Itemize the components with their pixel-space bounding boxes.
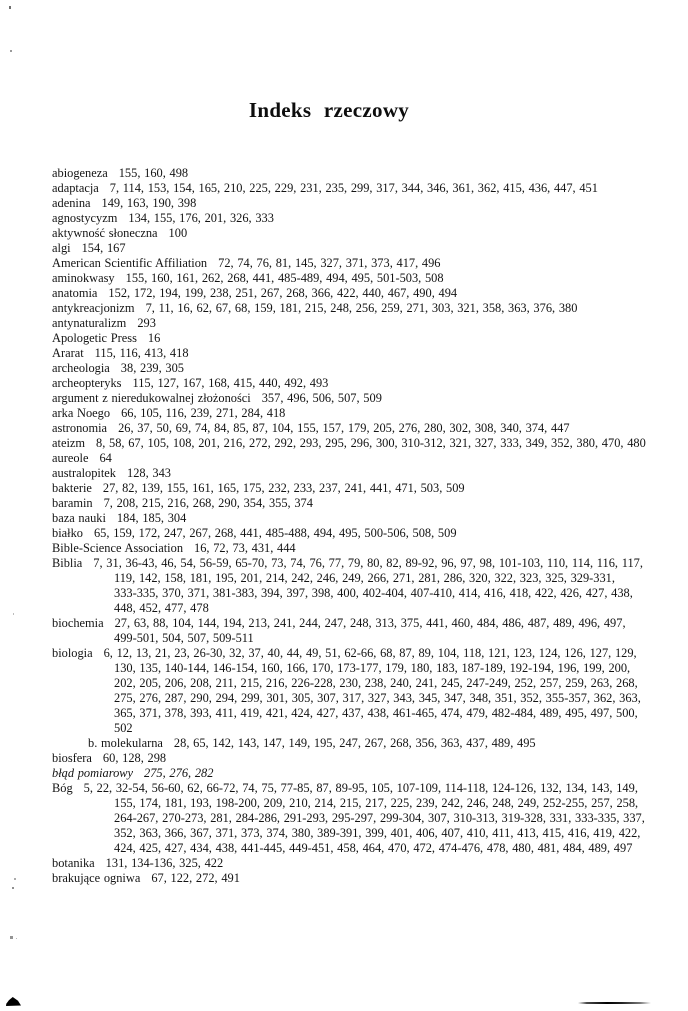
entry-term: astronomia — [52, 421, 108, 435]
entry-term: baramin — [52, 496, 93, 510]
entry-pages: 6, 12, 13, 21, 23, 26-30, 32, 37, 40, 44, 49, 51, 62-66, 68, 87, 89, 104, 118, 121, 123, 124, 126, 127, 129, 130, 135, 140-144, 146-154, 160, 166, 170, 173-177, 179, 180, 183, 187-189, 192-194, 196, 199, 200, 202, 205, 206, 208, 211, 215, 216, 226-228, 230, 238, 240, 241, 245, 247-249, 252, 257, 259, 263, 268, 275, 276, 287, 290, 294, 299, 301, 305, 307, 317, 327, 343, 345, 347, 348, 351, 352, 355-357, 362, 363, 365, 371, 378, 393, 411, 419, 421, 424, 427, 437, 438, 461-465, 474, 479, 482-484, 489, 495, 497, 500, 502 — [103, 646, 641, 735]
entry-term: białko — [52, 526, 83, 540]
scan-speck — [10, 50, 12, 52]
index-entry — [52, 466, 648, 481]
index-entry — [52, 766, 648, 781]
entry-pages: 28, 65, 142, 143, 147, 149, 195, 247, 267, 268, 356, 363, 437, 489, 495 — [173, 736, 536, 750]
index-entry — [52, 256, 648, 271]
entry-pages: 149, 163, 190, 398 — [101, 196, 197, 210]
index-entry — [52, 736, 648, 751]
entry-pages: 67, 122, 272, 491 — [151, 871, 240, 885]
entry-term: Biblia — [52, 556, 83, 570]
entry-term: antynaturalizm — [52, 316, 127, 330]
index-entry — [52, 331, 648, 346]
index-entry — [52, 511, 648, 526]
index-entry — [52, 751, 648, 766]
index-entry — [52, 361, 648, 376]
entry-pages: 152, 172, 194, 199, 238, 251, 267, 268, 366, 422, 440, 467, 490, 494 — [108, 286, 458, 300]
index-entry — [52, 496, 648, 511]
scan-corner-mark — [6, 997, 21, 1006]
index-entry — [52, 556, 648, 616]
index-entry — [52, 616, 648, 646]
entry-pages: 7, 31, 36-43, 46, 54, 56-59, 65-70, 73, 74, 76, 77, 79, 80, 82, 89-92, 96, 97, 98, 101-103, 110, 114, 116, 117, 119, 142, 158, 181, 195, 201, 214, 242, 246, 249, 266, 271, 281, 286, 320, 322, 323, 325, 329-331, 333-335, 370, 371, 381-383, 394, 397, 398, 400, 402-404, 407-410, 414, 416, 418, 422, 426, 427, 438, 448, 452, 477, 478 — [93, 556, 643, 615]
index-entry — [52, 301, 648, 316]
index-entry — [52, 166, 648, 181]
index-entry — [52, 316, 648, 331]
entry-pages: 7, 208, 215, 216, 268, 290, 354, 355, 374 — [103, 496, 313, 510]
entry-term: ateizm — [52, 436, 86, 450]
entry-pages: 154, 167 — [81, 241, 126, 255]
index-entry — [52, 481, 648, 496]
entry-pages: 65, 159, 172, 247, 267, 268, 441, 485-488, 494, 495, 500-506, 508, 509 — [93, 526, 457, 540]
entry-pages: 155, 160, 498 — [118, 166, 189, 180]
entry-pages: 275, 276, 282 — [144, 766, 214, 780]
index-entry — [52, 646, 648, 736]
scan-speck — [16, 938, 17, 939]
entry-term: biochemia — [52, 616, 104, 630]
entry-pages: 38, 239, 305 — [120, 361, 184, 375]
entry-pages: 8, 58, 67, 105, 108, 201, 216, 272, 292, 293, 295, 296, 300, 310-312, 321, 327, 333, 349, 352, 380, 470, 480 — [96, 436, 646, 450]
entry-pages: 7, 114, 153, 154, 165, 210, 225, 229, 231, 235, 299, 317, 344, 346, 361, 362, 415, 436, 447, 451 — [109, 181, 598, 195]
entry-term: Apologetic Press — [52, 331, 137, 345]
entry-term: aureole — [52, 451, 89, 465]
entry-term: australopitek — [52, 466, 116, 480]
entry-term: argument z nieredukowalnej złożoności — [52, 391, 251, 405]
entry-term: adaptacja — [52, 181, 99, 195]
entry-term: Ararat — [52, 346, 84, 360]
index-entry — [52, 211, 648, 226]
entry-pages: 128, 343 — [127, 466, 171, 480]
index-entry — [52, 346, 648, 361]
index-entry — [52, 856, 648, 871]
entry-term: aminokwasy — [52, 271, 115, 285]
entry-pages: 7, 11, 16, 62, 67, 68, 159, 181, 215, 248, 256, 259, 271, 303, 321, 358, 363, 376, 380 — [145, 301, 578, 315]
entry-pages: 155, 160, 161, 262, 268, 441, 485-489, 494, 495, 501-503, 508 — [125, 271, 444, 285]
entry-pages: 72, 74, 76, 81, 145, 327, 371, 373, 417, 496 — [218, 256, 441, 270]
entry-pages: 60, 128, 298 — [102, 751, 167, 765]
index-entry — [52, 421, 648, 436]
entry-pages: 26, 37, 50, 69, 74, 84, 85, 87, 104, 155, 157, 179, 205, 276, 280, 302, 308, 340, 374, 447 — [118, 421, 570, 435]
index-entry — [52, 526, 648, 541]
entry-term: baza nauki — [52, 511, 106, 525]
index-entry — [52, 376, 648, 391]
entry-term: Bible-Science Association — [52, 541, 184, 555]
scan-line-artifact — [578, 1002, 651, 1004]
index-entry — [52, 181, 648, 196]
entry-term: archeopteryks — [52, 376, 122, 390]
index-entry — [52, 871, 648, 886]
entry-term: antykreacjonizm — [52, 301, 135, 315]
index-entry — [52, 781, 648, 856]
scan-speck — [13, 613, 14, 615]
entry-pages: 100 — [168, 226, 188, 240]
entry-pages: 134, 155, 176, 201, 326, 333 — [128, 211, 274, 225]
entry-pages: 293 — [137, 316, 156, 330]
index-entries — [52, 166, 648, 886]
entry-term: agnostycyzm — [52, 211, 118, 225]
index-entry — [52, 406, 648, 421]
entry-term: American Scientific Affiliation — [52, 256, 208, 270]
entry-term: błąd pomiarowy — [52, 766, 134, 780]
entry-term: algi — [52, 241, 71, 255]
index-entry — [52, 196, 648, 211]
entry-term: brakujące ogniwa — [52, 871, 141, 885]
entry-pages: 16, 72, 73, 431, 444 — [194, 541, 296, 555]
index-entry — [52, 226, 648, 241]
entry-term: biosfera — [52, 751, 92, 765]
index-entry — [52, 286, 648, 301]
index-entry — [52, 451, 648, 466]
entry-term: adenina — [52, 196, 91, 210]
entry-term: arka Noego — [52, 406, 111, 420]
index-entry — [52, 271, 648, 286]
entry-term: botanika — [52, 856, 95, 870]
entry-pages: 131, 134-136, 325, 422 — [105, 856, 224, 870]
index-entry — [52, 436, 648, 451]
entry-term: Bóg — [52, 781, 73, 795]
entry-term: b. molekularna — [88, 736, 163, 750]
index-entry — [52, 391, 648, 406]
entry-term: abiogeneza — [52, 166, 108, 180]
scan-speck — [12, 887, 14, 889]
entry-pages: 64 — [99, 451, 112, 465]
page-title: Indeks rzeczowy — [248, 98, 410, 123]
entry-pages: 5, 22, 32-54, 56-60, 62, 66-72, 74, 75, 77-85, 87, 89-95, 105, 107-109, 114-118, 124-126, 132, 134, 143, 149, 155, 174, 181, 193, 198-200, 209, 210, 214, 215, 217, 225, 239, 242, 246, 248, 249, 252-255, 257, 258, 264-267, 270-273, 281, 284-286, 291-293, 295-297, 299-304, 307, 310-313, 319-328, 331, 333-335, 337, 352, 363, 366, 367, 371, 373, 374, 380, 389-391, 399, 401, 406, 407, 410, 411, 413, 415, 416, 419, 422, 424, 425, 427, 434, 438, 441-445, 449-451, 458, 464, 470, 472, 474-476, 478, 480, 481, 484, 489, 497 — [83, 781, 645, 855]
entry-pages: 27, 82, 139, 155, 161, 165, 175, 232, 233, 237, 241, 441, 471, 503, 509 — [102, 481, 465, 495]
entry-term: biologia — [52, 646, 93, 660]
entry-pages: 115, 127, 167, 168, 415, 440, 492, 493 — [132, 376, 329, 390]
index-entry — [52, 541, 648, 556]
entry-pages: 66, 105, 116, 239, 271, 284, 418 — [121, 406, 286, 420]
entry-term: bakterie — [52, 481, 92, 495]
entry-term: aktywność słoneczna — [52, 226, 158, 240]
index-entry — [52, 241, 648, 256]
entry-pages: 115, 116, 413, 418 — [94, 346, 189, 360]
entry-term: archeologia — [52, 361, 110, 375]
scan-speck — [9, 6, 11, 9]
entry-pages: 16 — [147, 331, 161, 345]
scan-speck — [14, 878, 16, 880]
entry-term: anatomia — [52, 286, 98, 300]
entry-pages: 357, 496, 506, 507, 509 — [261, 391, 382, 405]
entry-pages: 27, 63, 88, 104, 144, 194, 213, 241, 244, 247, 248, 313, 375, 441, 460, 484, 486, 487, 489, 496, 497, 499-501, 504, 507, 509-511 — [114, 616, 626, 645]
entry-pages: 184, 185, 304 — [116, 511, 187, 525]
scan-speck — [10, 936, 13, 939]
